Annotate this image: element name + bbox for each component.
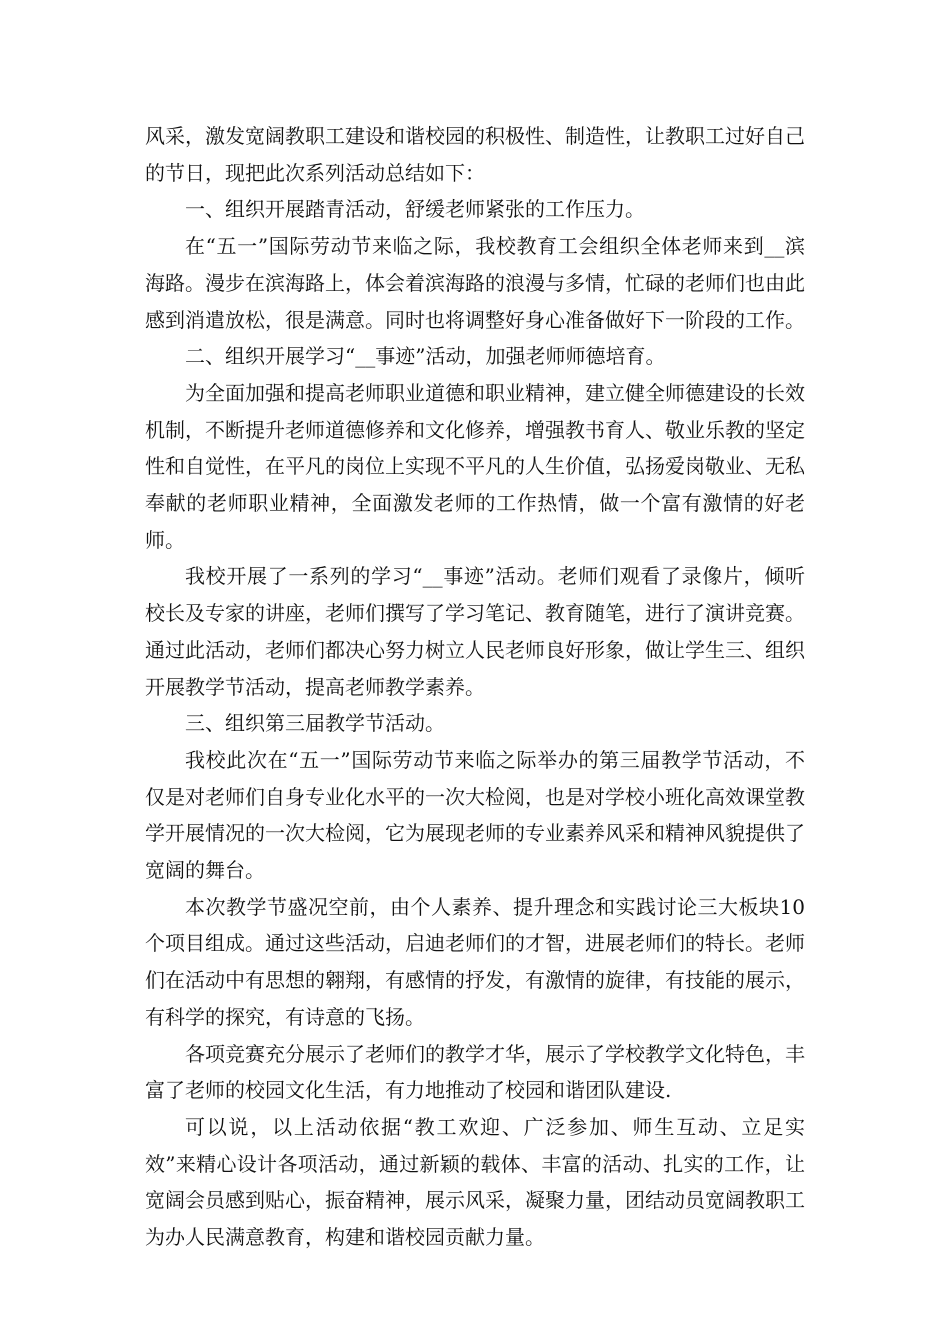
paragraph-4: 我校开展了一系列的学习“__事迹”活动。老师们观看了录像片，倾听校长及专家的讲座，老师们撰写了学习笔记、教育随笔，进行了演讲竞赛。通过此活动，老师们都决心努力树立人民老师良好形象，做让学生三、组织开展教学节活动，提高老师教学素养。: [145, 564, 805, 699]
heading-1: 一、组织开展踏青活动，舒缓老师紧张的工作压力。: [185, 197, 645, 222]
paragraph-2: 在“五一”国际劳动节来临之际，我校教育工会组织全体老师来到__滨海路。漫步在滨海路上，体会着滨海路的浪漫与多情，忙碌的老师们也由此感到消遣放松，很是满意。同时也将调整好身心准备做好下一阶段的工作。: [145, 234, 805, 332]
paragraph-7: 各项竞赛充分展示了老师们的教学才华，展示了学校教学文化特色，丰富了老师的校园文化生活，有力地推动了校园和谐团队建设.: [145, 1041, 805, 1103]
heading-2: 二、组织开展学习“__事迹”活动，加强老师师德培育。: [185, 344, 666, 369]
paragraph-8: 可以说，以上活动依据“教工欢迎、广泛参加、师生互动、立足实效”来精心设计各项活动，通过新颖的载体、丰富的活动、扎实的工作，让宽阔会员感到贴心，振奋精神，展示风采，凝聚力量，团结动员宽阔教职工为办人民满意教育，构建和谐校园贡献力量。: [145, 1114, 805, 1250]
heading-3: 三、组织第三届教学节活动。: [185, 711, 445, 736]
paragraph-1: 风采，激发宽阔教职工建设和谐校园的积极性、制造性，让教职工过好自己的节日，现把此次系列活动总结如下：: [145, 124, 805, 185]
paragraph-5: 我校此次在“五一”国际劳动节来临之际举办的第三届教学节活动，不仅是对老师们自身专业化水平的一次大检阅，也是对学校小班化高效课堂教学开展情况的一次大检阅，它为展现老师的专业素养风采和精神风貌提供了宽阔的舞台。: [145, 747, 805, 883]
document-body: [145, 118, 805, 1256]
paragraph-6: 本次教学节盛况空前，由个人素养、提升理念和实践讨论三大板块10个项目组成。通过这些活动，启迪老师们的才智，进展老师们的特长。老师们在活动中有思想的翱翔，有感情的抒发，有激情的旋律，有技能的展示，有科学的探究，有诗意的飞扬。: [145, 894, 805, 1029]
paragraph-3: 为全面加强和提高老师职业道德和职业精神，建立健全师德建设的长效机制，不断提升老师道德修养和文化修养，增强教书育人、敬业乐教的坚定性和自觉性，在平凡的岗位上实现不平凡的人生价值，弘扬爱岗敬业、无私奉献的老师职业精神，全面激发老师的工作热情，做一个富有激情的好老师。: [145, 380, 805, 552]
